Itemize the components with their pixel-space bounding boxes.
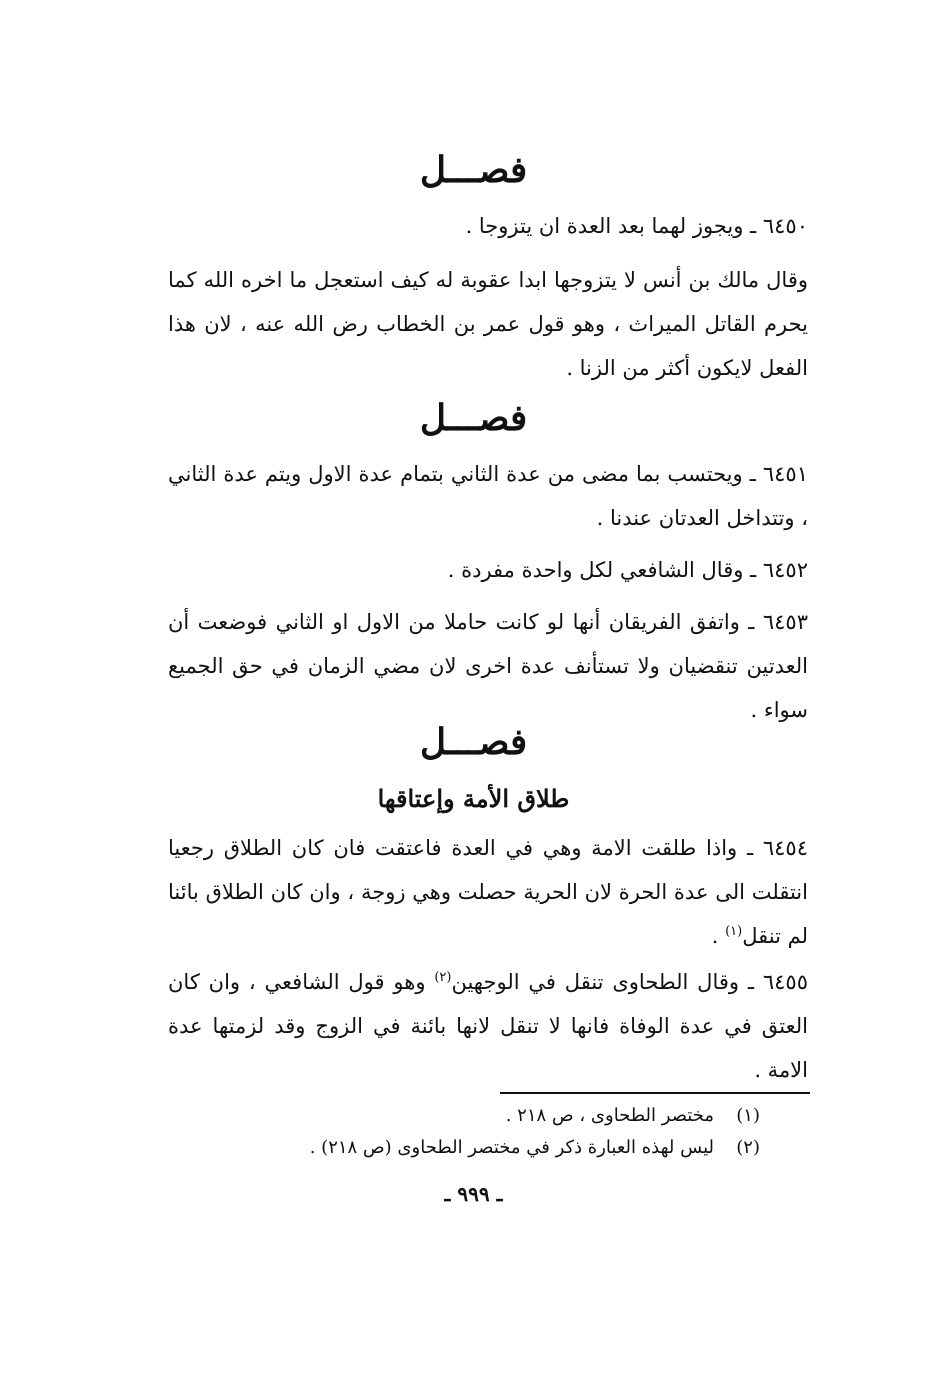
paragraph-6455-text-b: وهو قول الشافعي ، وان كان العتق في عدة الوفاة فانها لا تنقل لانها بائنة في الزوج وقد لزمتها عدة الامة . xyxy=(168,970,808,1082)
footnote-text: مختصر الطحاوى ، ص ٢١٨ . xyxy=(505,1105,714,1126)
paragraph-6454-text: ٦٤٥٤ ـ واذا طلقت الامة وهي في العدة فاعتقت فان كان الطلاق رجعيا انتقلت الى عدة الحرة لان الحرية حصلت وهي زوجة ، وان كان الطلاق بائنا لم تنقل xyxy=(168,836,808,948)
paragraph-6453: ٦٤٥٣ ـ واتفق الفريقان أنها لو كانت حاملا من الاول او الثاني فوضعت أن العدتين تنقضيان ولا تستأنف عدة اخرى لان مضي الزمان في حق الجميع سواء . xyxy=(168,610,808,722)
paragraph-6455-text-a: ٦٤٥٥ ـ وقال الطحاوى تنقل في الوجهين xyxy=(451,970,808,994)
paragraph-6454 xyxy=(168,826,808,958)
paragraph-6455 xyxy=(168,960,808,1092)
paragraph-6451: ٦٤٥١ ـ ويحتسب بما مضى من عدة الثاني بتمام عدة الاول ويتم عدة الثاني ، وتتداخل العدتان عندنا . xyxy=(168,462,808,530)
footnote-1 xyxy=(200,1100,760,1132)
footnote-divider xyxy=(500,1092,810,1094)
footnote-text: ليس لهذه العبارة ذكر في مختصر الطحاوى (ص ٢١٨) . xyxy=(309,1137,714,1158)
footnote-ref-2: (٢) xyxy=(434,970,452,985)
footnotes xyxy=(200,1100,760,1164)
page-number: ـ ٩٩٩ ـ xyxy=(444,1182,503,1206)
footnote-mark: (١) xyxy=(736,1105,760,1126)
paragraph-6452: ٦٤٥٢ ـ وقال الشافعي لكل واحدة مفردة . xyxy=(447,558,808,582)
section-subheading: طلاق الأمة وإعتاقها xyxy=(377,784,570,813)
section-heading-fasl: فصـــل xyxy=(419,149,528,191)
paragraph-6450: ٦٤٥٠ ـ ويجوز لهما بعد العدة ان يتزوجا . xyxy=(465,214,808,238)
paragraph-6454-end: . xyxy=(711,924,726,948)
footnote-ref-1: (١) xyxy=(725,924,743,939)
footnote-mark: (٢) xyxy=(736,1137,760,1158)
paragraph-malik: وقال مالك بن أنس لا يتزوجها ابدا عقوبة له كيف استعجل ما اخره الله كما يحرم القاتل الميراث ، وهو قول عمر بن الخطاب رض الله عنه ، لان هذا الفعل لايكون أكثر من الزنا . xyxy=(168,268,808,380)
section-heading-fasl: فصـــل xyxy=(419,721,528,763)
section-heading-fasl: فصـــل xyxy=(419,397,528,439)
footnote-2 xyxy=(200,1132,760,1164)
